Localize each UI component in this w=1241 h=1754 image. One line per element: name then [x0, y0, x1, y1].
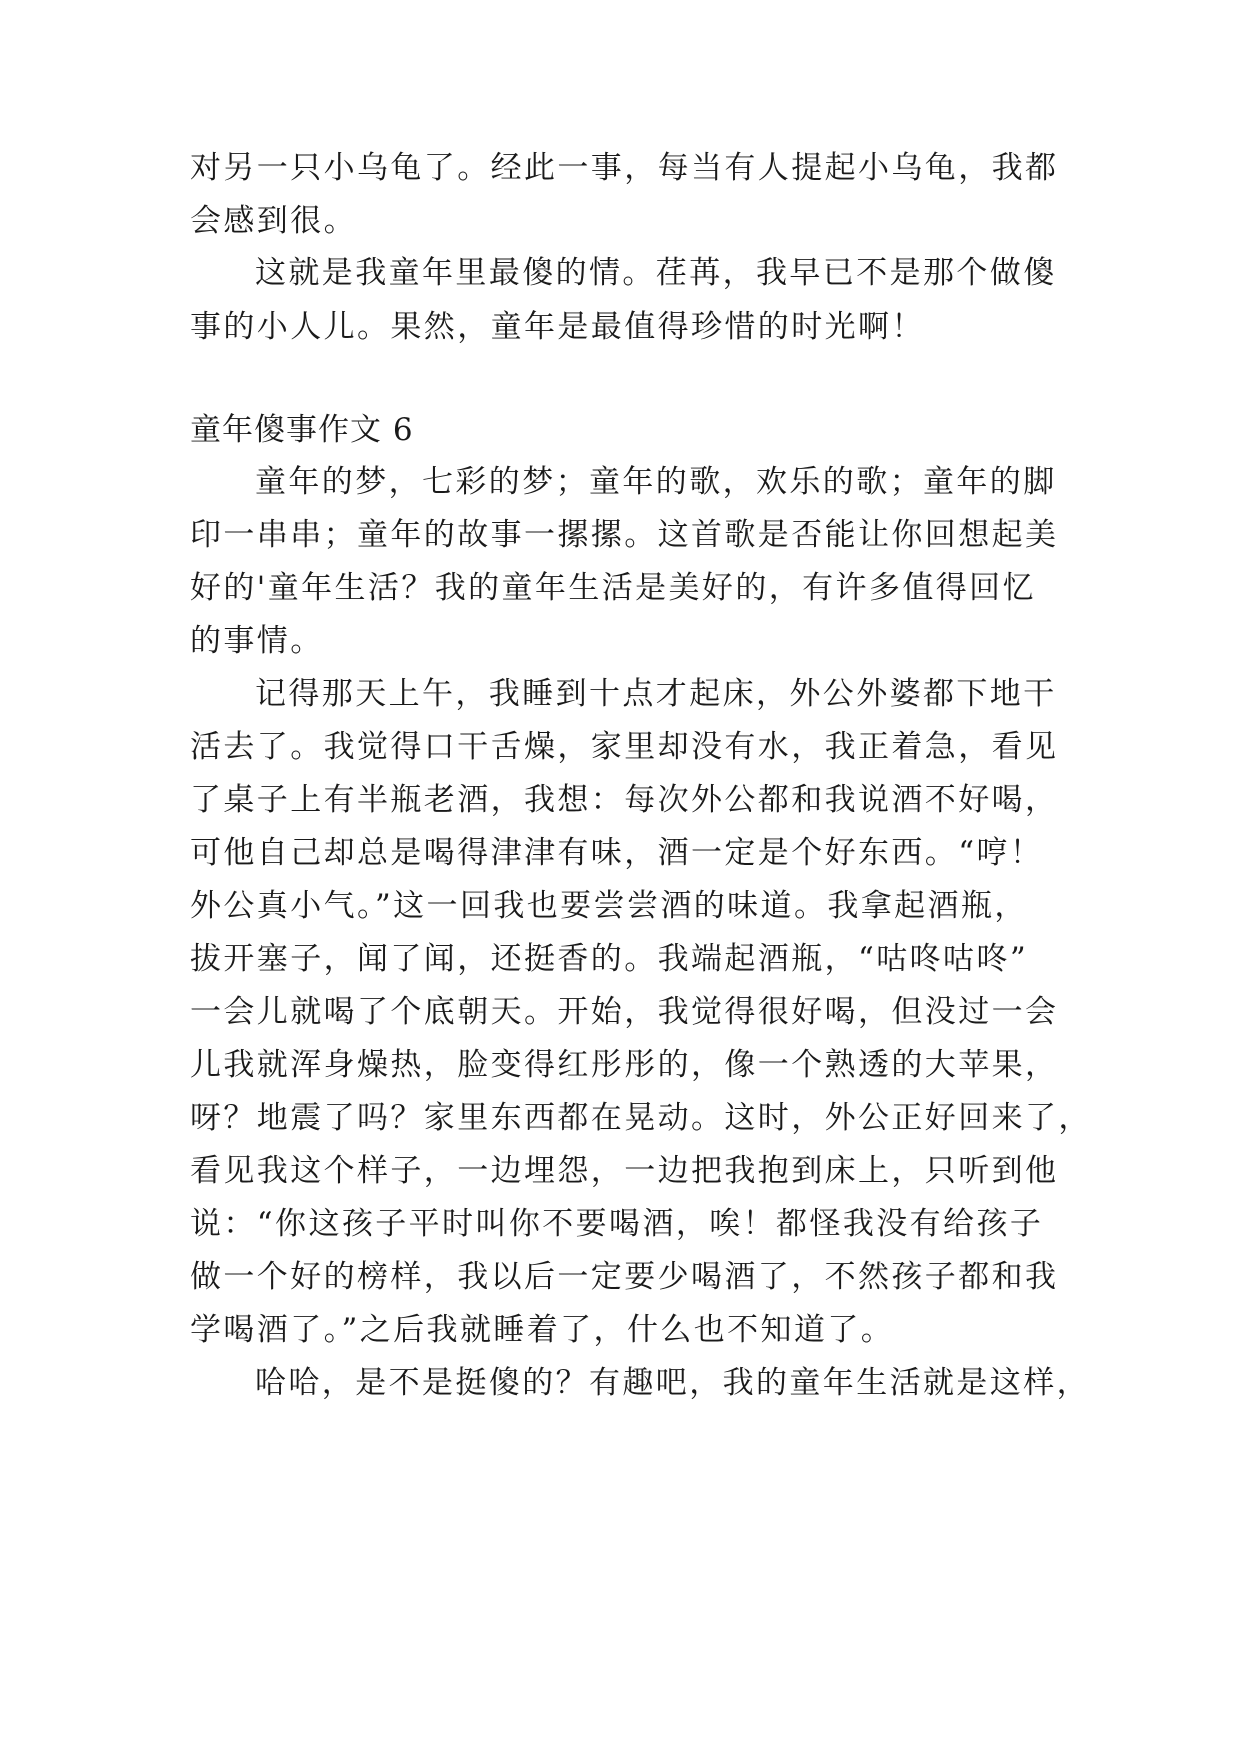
text-line: 活去了。我觉得口干舌燥，家里却没有水，我正着急，看见 — [190, 729, 1059, 765]
text-line: 的事情。 — [190, 623, 324, 659]
text-line: 外公真小气。”这一回我也要尝尝酒的味道。我拿起酒瓶， — [190, 888, 1028, 924]
text-line: 儿我就浑身燥热，脸变得红彤彤的，像一个熟透的大苹果， — [190, 1047, 1059, 1083]
text-line: 好的'童年生活？我的童年生活是美好的，有许多值得回忆 — [190, 570, 1036, 606]
text-line: 童年的梦，七彩的梦；童年的歌，欢乐的歌；童年的脚 — [255, 464, 1057, 500]
text-line: 一会儿就喝了个底朝天。开始，我觉得很好喝，但没过一会 — [190, 994, 1059, 1030]
text-line: 做一个好的榜样，我以后一定要少喝酒了，不然孩子都和我 — [190, 1259, 1059, 1295]
text-line: 拔开塞子，闻了闻，还挺香的。我端起酒瓶，“咕咚咕咚” — [190, 941, 1029, 977]
text-line: 说：“你这孩子平时叫你不要喝酒，唉！都怪我没有给孩子 — [190, 1206, 1044, 1242]
text-line: 印一串串；童年的故事一摞摞。这首歌是否能让你回想起美 — [190, 517, 1059, 553]
text-line: 对另一只小乌龟了。经此一事，每当有人提起小乌龟，我都 — [190, 150, 1059, 186]
text-line: 学喝酒了。”之后我就睡着了，什么也不知道了。 — [190, 1312, 895, 1348]
text-line: 会感到很。 — [190, 203, 357, 239]
text-line: 呀？地震了吗？家里东西都在晃动。这时，外公正好回来了， — [190, 1100, 1092, 1136]
text-line: 看见我这个样子，一边埋怨，一边把我抱到床上，只听到他 — [190, 1153, 1059, 1189]
text-line: 哈哈，是不是挺傻的？有趣吧，我的童年生活就是这样， — [255, 1365, 1090, 1401]
text-line: 这就是我童年里最傻的情。荏苒，我早已不是那个做傻 — [255, 255, 1057, 291]
text-line: 记得那天上午，我睡到十点才起床，外公外婆都下地干 — [255, 676, 1057, 712]
text-line: 可他自己却总是喝得津津有味，酒一定是个好东西。“哼！ — [190, 835, 1044, 871]
section-heading: 童年傻事作文 6 — [190, 412, 414, 448]
text-line: 了桌子上有半瓶老酒，我想：每次外公都和我说酒不好喝， — [190, 782, 1059, 818]
text-line: 事的小人儿。果然，童年是最值得珍惜的时光啊！ — [190, 309, 925, 345]
